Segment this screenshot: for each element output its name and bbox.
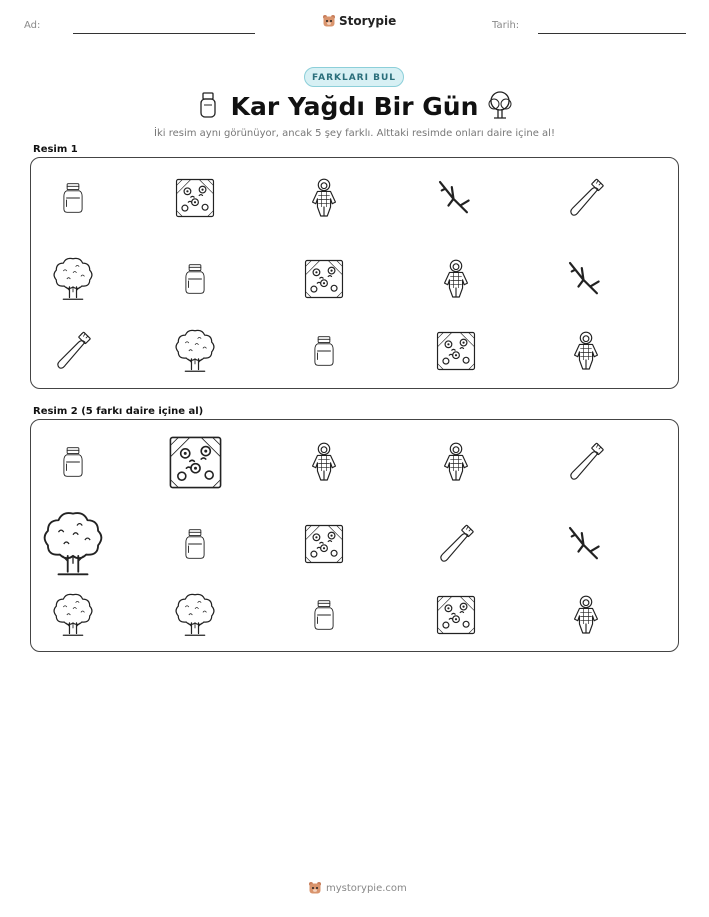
snowsuit-icon[interactable] (438, 257, 474, 301)
brand-name: Storypie (339, 14, 397, 28)
jar-icon[interactable] (182, 523, 208, 565)
jar-icon[interactable] (311, 594, 337, 636)
bear-logo-icon (322, 14, 336, 28)
flower-tile-icon[interactable] (167, 434, 224, 491)
picture-1-label: Resim 1 (33, 144, 78, 155)
tree-icon[interactable] (51, 255, 95, 303)
tree-icon[interactable] (173, 327, 217, 375)
snowsuit-icon[interactable] (438, 440, 474, 484)
name-line[interactable] (73, 33, 255, 34)
toothbrush-icon[interactable] (566, 176, 606, 220)
tree-icon[interactable] (173, 591, 217, 639)
name-label: Ad: (24, 20, 41, 31)
jar-icon[interactable] (60, 441, 86, 483)
flower-tile-icon[interactable] (303, 523, 345, 565)
instructions: İki resim aynı görünüyor, ancak 5 şey farklı. Alttaki resimde onları daire içine al! (154, 128, 555, 139)
tree-icon[interactable] (40, 508, 106, 580)
flower-tile-icon[interactable] (174, 177, 216, 219)
toothbrush-icon[interactable] (566, 440, 606, 484)
tree-icon[interactable] (51, 591, 95, 639)
brand-logo (322, 14, 396, 28)
jar-icon[interactable] (60, 177, 86, 219)
bear-logo-icon (308, 881, 322, 895)
flower-tile-icon[interactable] (435, 594, 477, 636)
page-title: Kar Yağdı Bir Gün (230, 92, 479, 121)
snowsuit-icon[interactable] (306, 176, 342, 220)
date-line[interactable] (538, 33, 686, 34)
snowsuit-icon[interactable] (568, 593, 604, 637)
tree-icon (486, 91, 514, 121)
twig-icon[interactable] (435, 175, 477, 221)
twig-icon[interactable] (565, 521, 607, 567)
snowsuit-icon[interactable] (568, 329, 604, 373)
picture-2-label: Resim 2 (5 farkı daire içine al) (33, 406, 204, 417)
snowsuit-icon[interactable] (306, 440, 342, 484)
worksheet-badge: FARKLARI BUL (304, 67, 404, 87)
jar-icon[interactable] (311, 330, 337, 372)
date-label: Tarih: (492, 20, 520, 31)
jar-icon[interactable] (182, 258, 208, 300)
toothbrush-icon[interactable] (436, 522, 476, 566)
footer-url[interactable]: mystorypie.com (326, 882, 407, 894)
picture-1-panel (30, 157, 679, 389)
toothbrush-icon[interactable] (53, 329, 93, 373)
flower-tile-icon[interactable] (303, 258, 345, 300)
flower-tile-icon[interactable] (435, 330, 477, 372)
twig-icon[interactable] (565, 256, 607, 302)
picture-2-panel (30, 419, 679, 652)
footer (308, 881, 407, 895)
